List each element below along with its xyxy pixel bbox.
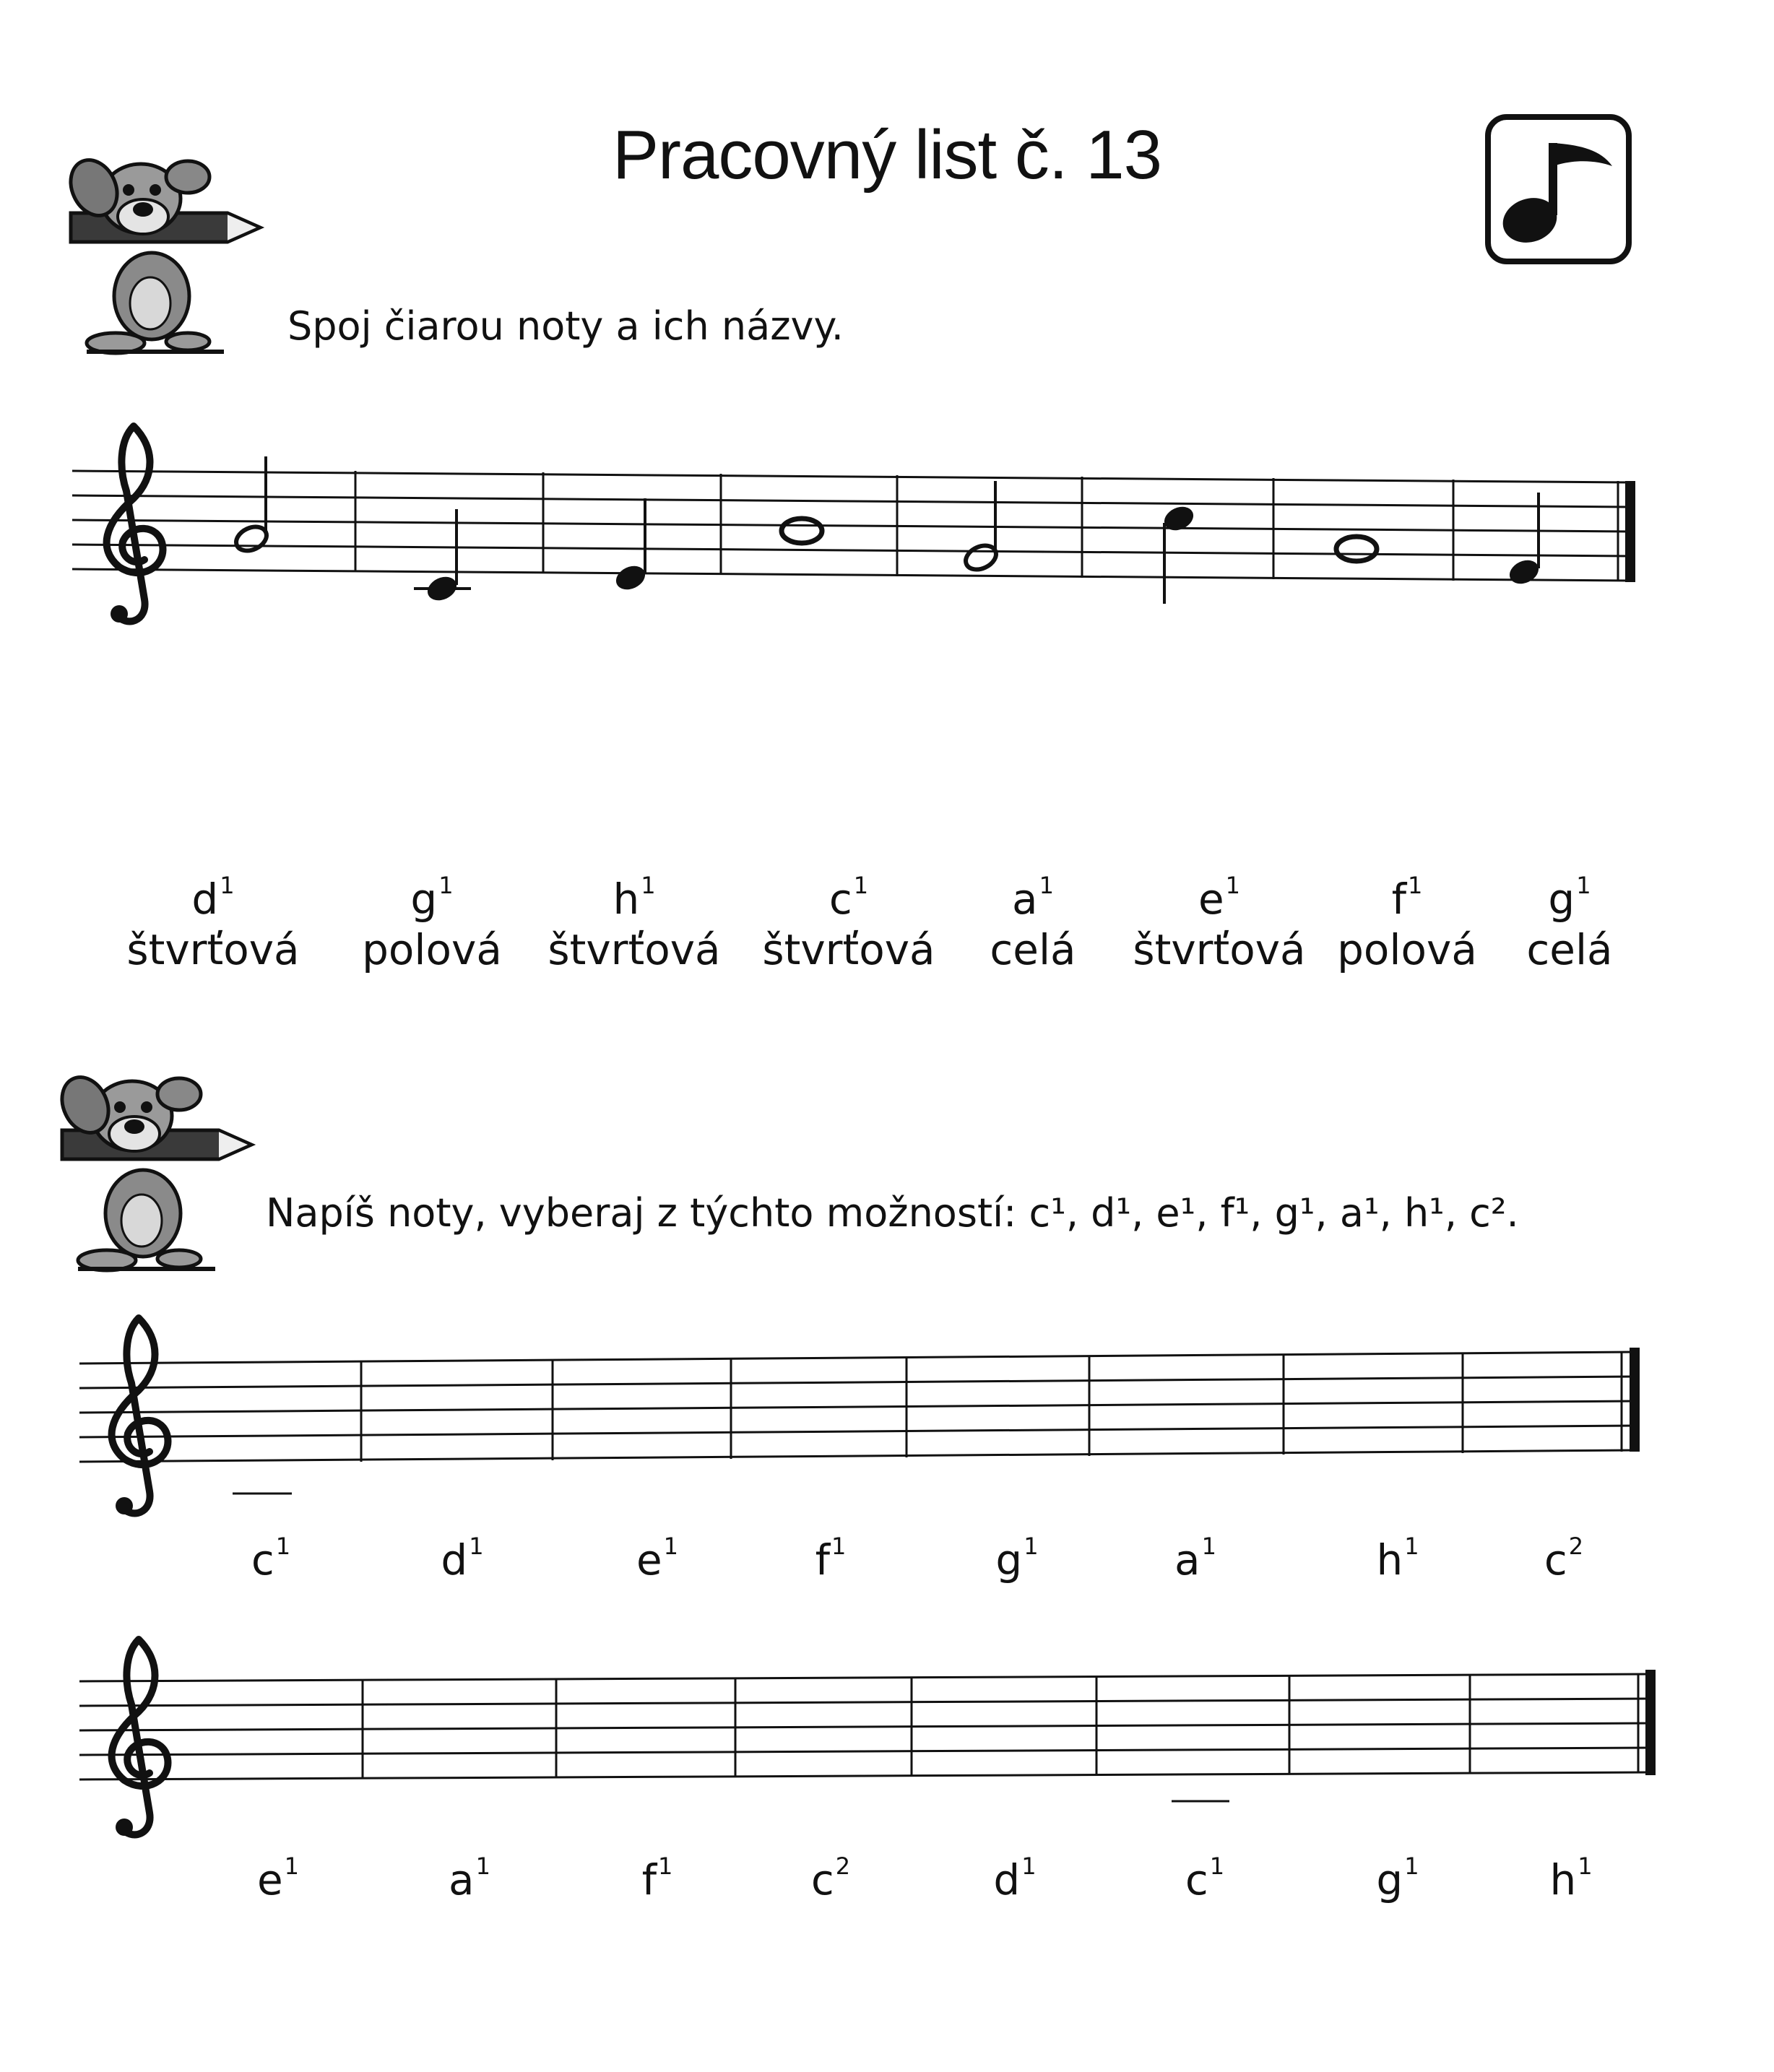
staff-exercise-2-row-1 (79, 1318, 1640, 1514)
note-label (925, 872, 1141, 974)
note-name: g (1376, 1855, 1403, 1904)
note-label (1111, 872, 1328, 974)
note-name: g (995, 1535, 1023, 1585)
note-name: g (1548, 875, 1575, 924)
note-name: c (1185, 1855, 1208, 1904)
note-quarter (613, 498, 649, 594)
note-octave: 1 (641, 872, 656, 899)
dog-with-pencil-icon (53, 1070, 251, 1270)
note-label (1461, 872, 1678, 974)
note-label (907, 1852, 1123, 1904)
note-whole (782, 519, 822, 543)
instruction-1: Spoj čiarou noty a ich názvy. (287, 303, 844, 349)
note-octave: 1 (438, 872, 454, 899)
note-octave: 1 (1201, 1533, 1216, 1560)
eighth-note-icon (1488, 117, 1629, 261)
note-octave: 1 (1404, 1852, 1419, 1880)
note-label (361, 1852, 578, 1904)
note-label (1096, 1852, 1313, 1904)
note-name: h (1549, 1855, 1577, 1904)
note-duration: polová (1337, 925, 1477, 974)
note-name: f (815, 1535, 831, 1585)
staff-exercise-2-row-2 (79, 1639, 1656, 1836)
note-octave: 1 (1578, 1852, 1593, 1880)
dog-with-pencil-icon (62, 152, 260, 353)
note-name: e (256, 1855, 283, 1904)
note-name: g (410, 875, 438, 924)
note-name: c (251, 1535, 274, 1585)
note-name: d (191, 875, 219, 924)
note-name: a (1012, 875, 1038, 924)
note-name: a (1174, 1535, 1200, 1585)
note-duration: polová (362, 925, 502, 974)
note-octave: 1 (275, 1533, 291, 1560)
note-octave: 1 (284, 1852, 300, 1880)
note-octave: 1 (831, 1533, 847, 1560)
note-octave: 1 (220, 872, 235, 899)
note-name: f (641, 1855, 657, 1904)
note-octave: 2 (1568, 1533, 1584, 1560)
note-name: f (1391, 875, 1407, 924)
note-octave: 1 (1408, 872, 1423, 899)
note-name: c (1544, 1535, 1567, 1585)
note-label (170, 1852, 386, 1904)
note-label (1455, 1533, 1672, 1585)
note-duration: štvrťová (762, 925, 935, 974)
note-name: a (449, 1855, 475, 1904)
note-name: d (993, 1855, 1021, 1904)
note-name: h (1376, 1535, 1403, 1585)
note-label (324, 872, 540, 974)
note-name: e (1198, 875, 1224, 924)
note-octave: 1 (1024, 1533, 1039, 1560)
note-duration: štvrťová (548, 925, 721, 974)
note-octave: 1 (469, 1533, 484, 1560)
note-octave: 1 (1209, 1852, 1225, 1880)
note-name: d (441, 1535, 468, 1585)
instruction-2: Napíš noty, vyberaj z týchto možností: c¹, d¹, e¹, f¹, g¹, a¹, h¹, c². (266, 1190, 1519, 1236)
page-title: Pracovný list č. 13 (613, 116, 1161, 194)
note-octave: 2 (835, 1852, 851, 1880)
note-octave: 1 (1404, 1533, 1419, 1560)
note-label (163, 1533, 379, 1585)
note-label (354, 1533, 571, 1585)
note-duration: štvrťová (126, 925, 300, 974)
note-label (1087, 1533, 1304, 1585)
note-octave: 1 (1021, 1852, 1037, 1880)
note-octave: 1 (1039, 872, 1054, 899)
note-octave: 1 (853, 872, 869, 899)
note-name: h (613, 875, 640, 924)
note-octave: 1 (658, 1852, 673, 1880)
note-octave: 1 (663, 1533, 679, 1560)
note-label (105, 872, 321, 974)
note-label (526, 872, 743, 974)
note-name: c (828, 875, 852, 924)
note-name: c (810, 1855, 834, 1904)
note-whole (1336, 537, 1377, 561)
note-duration: štvrťová (1133, 925, 1306, 974)
note-octave: 1 (1225, 872, 1241, 899)
note-duration: celá (1526, 925, 1613, 974)
note-name: e (636, 1535, 662, 1585)
note-duration: celá (990, 925, 1076, 974)
note-octave: 1 (1576, 872, 1591, 899)
note-octave: 1 (475, 1852, 490, 1880)
note-label (722, 1533, 939, 1585)
staff-exercise-1 (72, 426, 1635, 623)
note-label (1463, 1852, 1679, 1904)
